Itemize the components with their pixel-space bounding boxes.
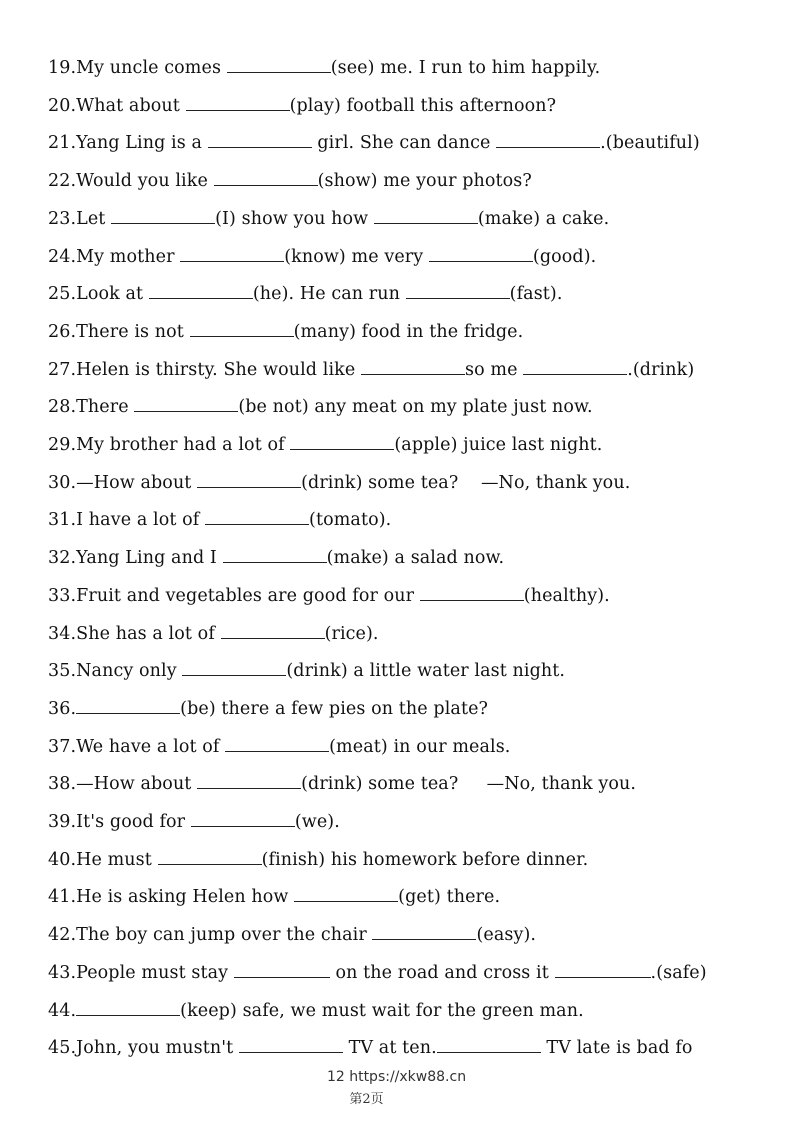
exercise-text: 37.We have a lot of (48, 736, 226, 757)
exercise-line (48, 773, 636, 795)
exercise-text: (finish) his homework before dinner. (261, 849, 589, 870)
exercise-text: girl. She can dance (311, 133, 497, 154)
answer-blank[interactable] (294, 887, 398, 902)
exercise-line (48, 170, 532, 192)
exercise-text: 32.Yang Ling and I (48, 548, 223, 569)
exercise-line (48, 434, 602, 456)
exercise-text: (make) a cake. (477, 208, 610, 229)
exercise-text: (play) football this afternoon? (289, 95, 557, 116)
exercise-text: 26.There is not (48, 321, 190, 342)
answer-blank[interactable] (182, 661, 286, 676)
exercise-line (48, 736, 510, 758)
exercise-text: 27.Helen is thirsty. She would like (48, 359, 361, 380)
exercise-text: 43.People must stay (48, 962, 234, 983)
exercise-text: 33.Fruit and vegetables are good for our (48, 585, 420, 606)
exercise-text: TV late is bad fo (540, 1038, 693, 1059)
exercise-text: 41.He is asking Helen how (48, 887, 295, 908)
exercise-text: (healthy). (523, 585, 610, 606)
exercise-line (48, 1000, 584, 1022)
exercise-line (48, 283, 563, 305)
exercise-text: 35.Nancy only (48, 661, 183, 682)
footer-link[interactable]: 12 https://xkw88.cn (326, 1069, 467, 1085)
exercise-text: (know) me very (284, 246, 429, 267)
answer-blank[interactable] (555, 963, 651, 978)
exercise-line (48, 208, 609, 230)
exercise-line (48, 359, 694, 381)
answer-blank[interactable] (158, 850, 262, 865)
answer-blank[interactable] (197, 774, 301, 789)
exercise-line (48, 396, 593, 418)
exercise-text: on the road and cross it (329, 962, 555, 983)
answer-blank[interactable] (374, 209, 478, 224)
exercise-text: 45.John, you mustn't (48, 1038, 239, 1059)
exercise-text: (easy). (476, 925, 537, 946)
exercise-line (48, 547, 504, 569)
exercise-text: 30.—How about (48, 472, 198, 493)
exercise-text: 19.My uncle comes (48, 58, 227, 78)
answer-blank[interactable] (372, 925, 476, 940)
exercise-line (48, 886, 500, 908)
exercise-line (48, 811, 340, 833)
answer-blank[interactable] (149, 284, 253, 299)
answer-blank[interactable] (523, 360, 627, 375)
exercise-line (48, 962, 707, 984)
exercise-text: 44. (48, 1000, 77, 1021)
exercise-line (48, 585, 610, 607)
exercise-text: (apple) juice last night. (394, 435, 603, 455)
exercise-line (48, 321, 523, 343)
exercise-text: 21.Yang Ling is a (48, 133, 208, 154)
exercise-text: (many) food in the fridge. (293, 321, 524, 342)
exercise-text: (drink) some tea? —No, thank you. (301, 472, 631, 493)
exercise-text: 42.The boy can jump over the chair (48, 925, 373, 946)
exercise-line (48, 509, 391, 531)
exercise-text: (drink) some tea? —No, thank you. (301, 774, 637, 795)
answer-blank[interactable] (190, 322, 294, 337)
answer-blank[interactable] (406, 284, 510, 299)
exercise-text: (make) a salad now. (326, 548, 505, 569)
exercise-text: 22.Would you like (48, 171, 214, 192)
answer-blank[interactable] (180, 247, 284, 262)
exercise-text: so me (465, 359, 524, 380)
exercise-text: (fast). (509, 284, 563, 305)
answer-blank[interactable] (429, 247, 533, 262)
exercise-line (48, 623, 379, 645)
answer-blank[interactable] (420, 586, 524, 601)
exercise-text: 20.What about (48, 95, 186, 116)
answer-blank[interactable] (205, 510, 309, 525)
exercise-text: 29.My brother had a lot of (48, 435, 291, 455)
exercise-text: (be not) any meat on my plate just now. (238, 397, 593, 418)
exercise-text: .(drink) (627, 359, 695, 380)
exercise-text: (keep) safe, we must wait for the green man. (180, 1000, 584, 1021)
exercise-text: 24.My mother (48, 246, 181, 267)
answer-blank[interactable] (223, 548, 327, 563)
answer-blank[interactable] (111, 209, 215, 224)
answer-blank[interactable] (437, 1038, 541, 1053)
answer-blank[interactable] (197, 473, 301, 488)
exercise-text: 31.I have a lot of (48, 510, 206, 531)
exercise-line (48, 246, 596, 268)
exercise-text: 28.There (48, 397, 135, 418)
exercise-text: (rice). (324, 623, 379, 644)
answer-blank[interactable] (76, 1001, 180, 1016)
exercise-text: 23.Let (48, 208, 112, 229)
exercise-line (48, 660, 565, 682)
exercise-text: 34.She has a lot of (48, 623, 221, 644)
exercise-text: .(beautiful) (600, 133, 700, 154)
answer-blank[interactable] (208, 133, 312, 148)
answer-blank[interactable] (225, 737, 329, 752)
exercise-text: 36. (48, 698, 77, 719)
answer-blank[interactable] (290, 435, 394, 450)
exercise-text: 39.It's good for (48, 812, 191, 832)
exercise-text: 40.He must (48, 849, 158, 870)
answer-blank[interactable] (134, 397, 238, 412)
exercise-text: (see) me. I run to him happily. (330, 58, 601, 78)
exercise-text: .(safe) (650, 962, 707, 983)
answer-blank[interactable] (191, 812, 295, 827)
exercise-text: (show) me your photos? (317, 171, 532, 192)
exercise-text: (he). He can run (252, 284, 406, 305)
exercise-line (48, 95, 556, 117)
answer-blank[interactable] (234, 963, 330, 978)
exercise-text: (drink) a little water last night. (286, 661, 566, 682)
exercise-line (48, 132, 700, 154)
exercise-line (48, 924, 536, 946)
page-number: 第2页 (349, 1092, 384, 1107)
exercise-line (48, 849, 588, 871)
exercise-text: 25.Look at (48, 284, 149, 305)
answer-blank[interactable] (214, 171, 318, 186)
answer-blank[interactable] (227, 58, 331, 73)
exercise-text: (tomato). (309, 510, 392, 531)
answer-blank[interactable] (221, 624, 325, 639)
exercise-text: (we). (294, 812, 340, 832)
exercise-text: TV at ten. (342, 1038, 437, 1059)
exercise-line (48, 57, 600, 79)
answer-blank[interactable] (239, 1038, 343, 1053)
exercise-text: (be) there a few pies on the plate? (180, 698, 489, 719)
exercise-text: (I) show you how (215, 208, 374, 229)
answer-blank[interactable] (496, 133, 600, 148)
exercise-text: (meat) in our meals. (329, 736, 511, 757)
exercise-line (48, 698, 488, 720)
page-footer (0, 1069, 793, 1107)
answer-blank[interactable] (186, 96, 290, 111)
exercise-line (48, 1037, 693, 1059)
exercise-text: 38.—How about (48, 774, 198, 795)
exercise-text: (get) there. (398, 887, 501, 908)
exercise-text: (good). (532, 246, 597, 267)
answer-blank[interactable] (361, 360, 465, 375)
answer-blank[interactable] (76, 699, 180, 714)
exercise-line (48, 472, 630, 494)
